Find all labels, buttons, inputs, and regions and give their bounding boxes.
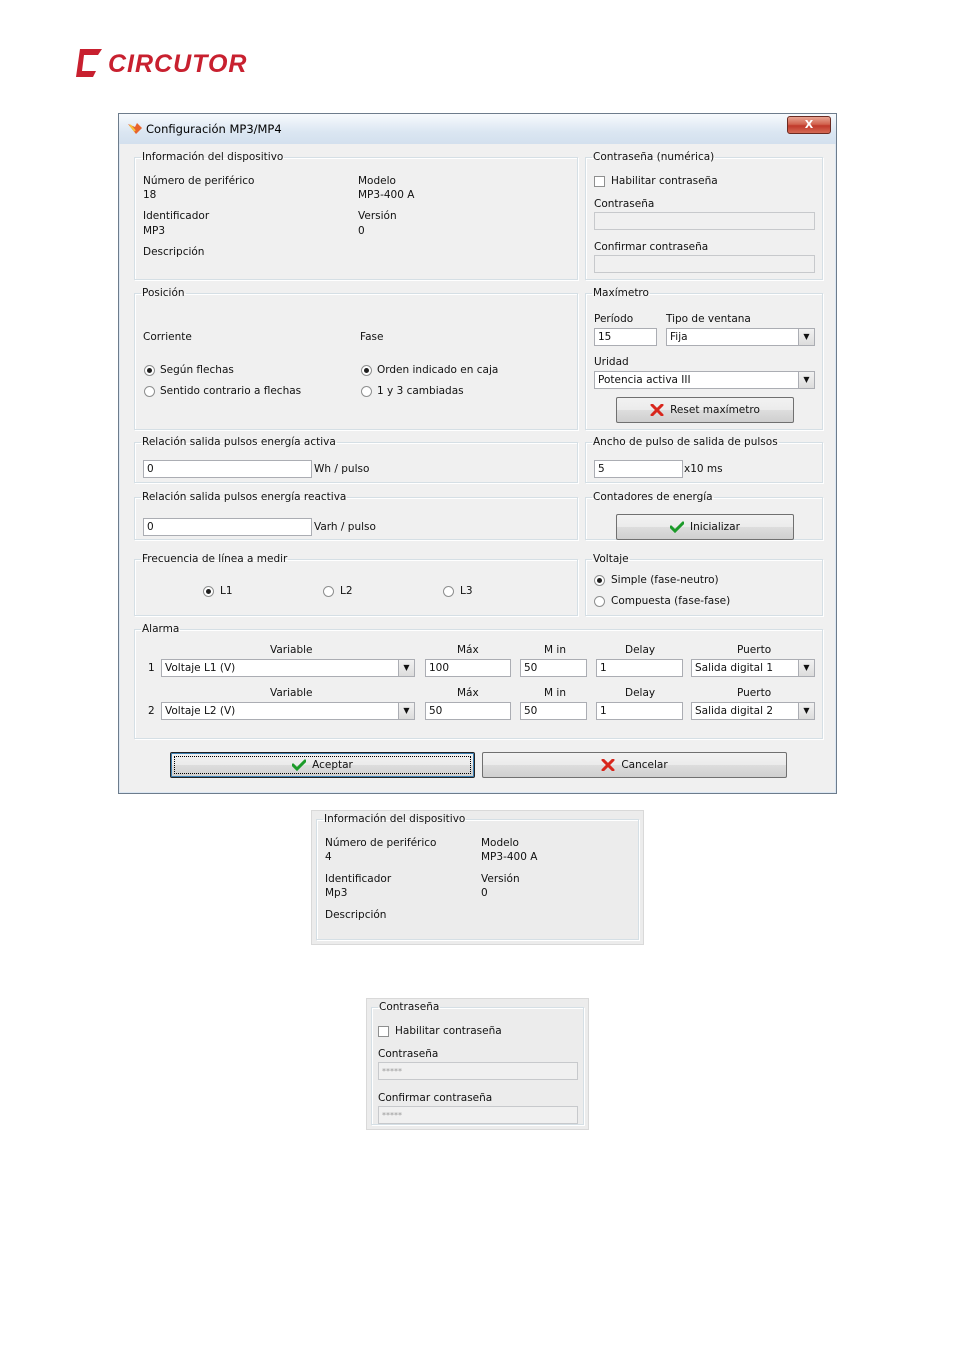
confirm-password-input[interactable]: [594, 255, 815, 273]
peripheral-label: Número de periférico: [325, 837, 437, 849]
password-label: Contraseña: [594, 198, 655, 210]
frequency-l2-radio[interactable]: [323, 586, 334, 597]
cancel-button[interactable]: [482, 752, 787, 778]
voltage-simple-radio[interactable]: [594, 575, 605, 586]
frequency-legend: Frecuencia de línea a medir: [142, 553, 288, 565]
password-input[interactable]: [594, 212, 815, 230]
alarm-variable-select[interactable]: [161, 659, 415, 677]
cancel-label: Cancelar: [621, 759, 668, 771]
password-mask: *****: [382, 1067, 402, 1076]
maxmeter-legend: Maxímetro: [593, 287, 649, 299]
current-reverse-label: Sentido contrario a flechas: [160, 385, 302, 397]
maxmeter-group: [585, 287, 823, 430]
window-type-select[interactable]: [666, 328, 815, 346]
phase-order-radio[interactable]: [361, 365, 372, 376]
unit-select[interactable]: [594, 371, 815, 389]
period-label: Período: [594, 313, 634, 325]
circutor-logo-text: CIRCUTOR: [108, 50, 248, 78]
alarm-legend: Alarma: [142, 623, 180, 635]
frequency-l3-radio[interactable]: [443, 586, 454, 597]
phase-label: Fase: [360, 331, 384, 343]
alarm-variable-value: Voltaje L1 (V): [165, 662, 236, 674]
device-info-group: [134, 151, 578, 280]
current-reverse-radio[interactable]: [144, 386, 155, 397]
password-detail-legend: Contraseña: [379, 1001, 440, 1013]
close-button[interactable]: X: [787, 116, 831, 134]
reactive-pulses-unit: Varh / pulso: [314, 521, 376, 533]
voltage-compound-radio[interactable]: [594, 596, 605, 607]
alarm-variable-select[interactable]: [161, 702, 415, 720]
password-legend: Contraseña (numérica): [593, 151, 715, 163]
active-pulses-legend: Relación salida pulsos energía activa: [142, 436, 336, 448]
title-bar[interactable]: [119, 114, 836, 144]
peripheral-value: 4: [325, 851, 332, 863]
current-arrows-radio[interactable]: [144, 365, 155, 376]
model-value: MP3-400 A: [481, 851, 538, 863]
active-pulses-input[interactable]: 0: [143, 460, 312, 478]
identifier-label: Identificador: [325, 873, 392, 885]
phase-swapped-label: 1 y 3 cambiadas: [377, 385, 464, 397]
energy-counters-group: [585, 491, 823, 540]
active-pulses-group: [134, 436, 578, 483]
reset-maxmeter-label: Reset maxímetro: [670, 404, 760, 416]
voltage-legend: Voltaje: [593, 553, 629, 565]
model-label: Modelo: [481, 837, 519, 849]
alarm-min-input[interactable]: 50: [520, 702, 587, 720]
reactive-pulses-input[interactable]: 0: [143, 518, 312, 536]
energy-counters-legend: Contadores de energía: [593, 491, 713, 503]
reactive-pulses-legend: Relación salida pulsos energía reactiva: [142, 491, 347, 503]
chevron-down-icon: ▼: [798, 703, 814, 719]
alarm-max-input[interactable]: 50: [425, 702, 511, 720]
alarm-port-header: Puerto: [737, 687, 772, 699]
alarm-delay-input[interactable]: 1: [596, 659, 683, 677]
device-info-legend: Información del dispositivo: [142, 151, 284, 163]
enable-password-checkbox[interactable]: [378, 1026, 389, 1037]
window-type-label: Tipo de ventana: [666, 313, 751, 325]
position-group: [134, 287, 578, 430]
device-info-detail-panel: [311, 810, 644, 945]
chevron-down-icon: ▼: [398, 660, 414, 676]
chevron-down-icon: ▼: [798, 372, 814, 388]
alarm-port-value: Salida digital 1: [695, 662, 774, 674]
initialize-label: Inicializar: [690, 521, 740, 533]
identifier-value: MP3: [143, 225, 166, 237]
position-legend: Posición: [142, 287, 185, 299]
voltage-compound-label: Compuesta (fase-fase): [611, 595, 731, 607]
phase-swapped-radio[interactable]: [361, 386, 372, 397]
password-group: [585, 151, 823, 280]
focus-rectangle: [174, 756, 471, 774]
current-label: Corriente: [143, 331, 192, 343]
alarm-port-select[interactable]: [691, 702, 815, 720]
alarm-max-header: Máx: [457, 687, 479, 699]
model-value: MP3-400 A: [358, 189, 415, 201]
config-dialog: [118, 113, 837, 794]
description-label: Descripción: [325, 909, 387, 921]
pulse-width-legend: Ancho de pulso de salida de pulsos: [593, 436, 778, 448]
model-label: Modelo: [358, 175, 396, 187]
initialize-button[interactable]: [616, 514, 794, 540]
alarm-variable-header: Variable: [270, 687, 313, 699]
period-input[interactable]: 15: [594, 328, 657, 346]
alarm-port-header: Puerto: [737, 644, 772, 656]
frequency-group: [134, 553, 578, 616]
peripheral-value: 18: [143, 189, 157, 201]
app-icon: [127, 122, 143, 136]
alarm-min-header: M in: [544, 687, 566, 699]
confirm-password-label: Confirmar contraseña: [594, 241, 709, 253]
circutor-logo-icon: [74, 47, 104, 79]
alarm-max-header: Máx: [457, 644, 479, 656]
voltage-group: [585, 553, 823, 616]
alarm-variable-value: Voltaje L2 (V): [165, 705, 236, 717]
frequency-l2-label: L2: [340, 585, 353, 597]
enable-password-checkbox[interactable]: [594, 176, 605, 187]
confirm-password-mask: *****: [382, 1111, 402, 1120]
accept-label: Aceptar: [312, 759, 353, 771]
enable-password-label: Habilitar contraseña: [611, 175, 718, 187]
alarm-delay-header: Delay: [625, 644, 656, 656]
password-detail-panel: [366, 998, 589, 1130]
password-input[interactable]: [378, 1062, 578, 1080]
frequency-l1-label: L1: [220, 585, 233, 597]
reset-maxmeter-button[interactable]: [616, 397, 794, 423]
active-pulses-unit: Wh / pulso: [314, 463, 370, 475]
voltage-simple-label: Simple (fase-neutro): [611, 574, 719, 586]
unit-value: Potencia activa III: [598, 374, 691, 386]
confirm-password-label: Confirmar contraseña: [378, 1092, 493, 1104]
red-x-icon: [601, 759, 615, 771]
reactive-pulses-group: [134, 491, 578, 540]
alarm-row-index: 1: [148, 662, 155, 674]
pulse-width-group: [585, 436, 823, 483]
red-x-icon: [650, 404, 664, 416]
enable-password-label: Habilitar contraseña: [395, 1025, 502, 1037]
device-info-detail-legend: Información del dispositivo: [324, 813, 466, 825]
pulse-width-unit: x10 ms: [684, 463, 723, 475]
green-check-icon: [670, 521, 684, 533]
password-detail-group: [371, 1001, 584, 1125]
peripheral-label: Número de periférico: [143, 175, 255, 187]
alarm-min-input[interactable]: 50: [520, 659, 587, 677]
version-value: 0: [481, 887, 488, 899]
description-label: Descripción: [143, 246, 205, 258]
frequency-l1-radio[interactable]: [203, 586, 214, 597]
alarm-variable-header: Variable: [270, 644, 313, 656]
phase-order-label: Orden indicado en caja: [377, 364, 499, 376]
chevron-down-icon: ▼: [798, 660, 814, 676]
pulse-width-input[interactable]: 5: [594, 460, 683, 478]
unit-label: Uridad: [594, 356, 629, 368]
version-label: Versión: [358, 210, 397, 222]
dialog-title: Configuración MP3/MP4: [146, 122, 282, 136]
alarm-row-index: 2: [148, 705, 155, 717]
alarm-group: [134, 623, 823, 739]
alarm-max-input[interactable]: 100: [425, 659, 511, 677]
current-arrows-label: Según flechas: [160, 364, 234, 376]
frequency-l3-label: L3: [460, 585, 473, 597]
alarm-port-value: Salida digital 2: [695, 705, 774, 717]
chevron-down-icon: ▼: [798, 329, 814, 345]
password-label: Contraseña: [378, 1048, 439, 1060]
identifier-value: Mp3: [325, 887, 348, 899]
device-info-detail-group: [316, 813, 639, 940]
window-type-value: Fija: [670, 331, 688, 343]
version-value: 0: [358, 225, 365, 237]
identifier-label: Identificador: [143, 210, 210, 222]
chevron-down-icon: ▼: [398, 703, 414, 719]
alarm-port-select[interactable]: [691, 659, 815, 677]
accept-button[interactable]: [170, 752, 475, 778]
alarm-min-header: M in: [544, 644, 566, 656]
confirm-password-input[interactable]: [378, 1106, 578, 1124]
alarm-delay-input[interactable]: 1: [596, 702, 683, 720]
version-label: Versión: [481, 873, 520, 885]
alarm-delay-header: Delay: [625, 687, 656, 699]
